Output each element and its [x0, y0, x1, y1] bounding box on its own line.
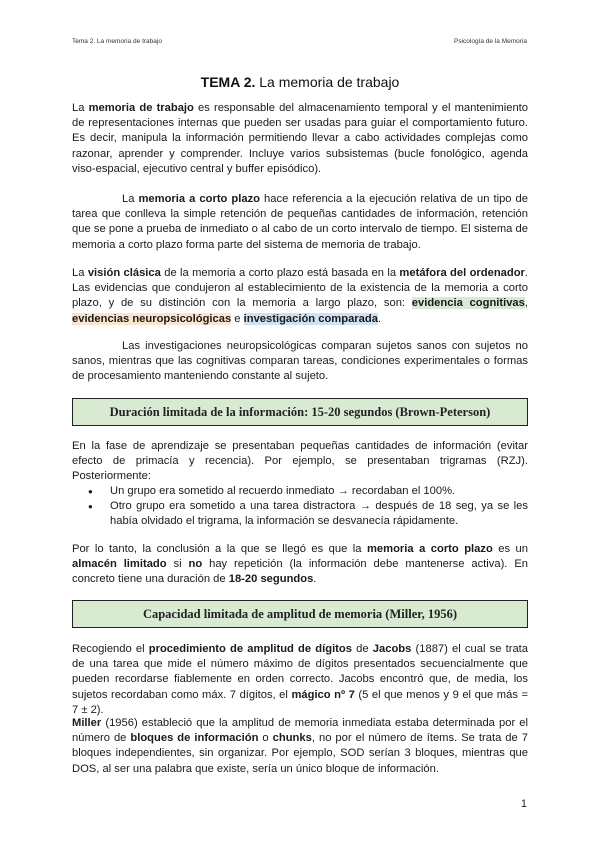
paragraph-short-term-memory: La memoria a corto plazo hace referencia a la ejecución relativa de un tipo de tarea que conlleva la simple retención de pequeñas cantidades de información, retención que se pone a prueba de inmediato o al cabo de un corto intervalo de tiempo. El sistema de memoria a corto plazo forma parte del sistema de memoria de trabajo. — [72, 193, 528, 251]
paragraph-classic-view: La visión clásica de la memoria a corto plazo está basada en la metáfora del ordenador. Las evidencias que condujeron al establecimiento de la existencia de la memoria a corto plazo, y de su distinción con la memoria a largo plazo, son: evidencia cognitivas, evidencias neuropsicológicas e investigación comparada. — [72, 267, 529, 325]
paragraph-jacobs: Recogiendo el procedimiento de amplitud de dígitos de Jacobs (1887) el cual se trata de una tarea que mide el número máximo de dígitos presentados secuencialmente que pueden recordarse fiablemente en orden correcto. Jacobs encontró que, de media, los sujetos recordaban como máx. 7 dígitos, el mágico nº 7 (5 el que menos y 9 el que más = 7 ± 2). — [72, 643, 529, 716]
page-number: 1 — [520, 798, 527, 810]
title-number: TEMA 2. — [200, 74, 256, 90]
paragraph-learning-phase: En la fase de aprendizaje se presentaban pequeñas cantidades de información (evitar efecto de primacía y recencia). Por ejemplo, se presentaban trigramas (RZJ). Posteriormente: — [72, 440, 528, 483]
highlight-comparative: investigación comparada — [243, 312, 378, 325]
paragraph-conclusion: Por lo tanto, la conclusión a la que se llegó es que la memoria a corto plazo es un almacén limitado si no hay repetición (la información debe mantenerse activa). En concreto tiene una duración de 18-20 segundos. — [72, 543, 529, 586]
highlight-cognitive: evidencia cognitivas — [411, 297, 525, 310]
header-right: Psicología de la Memoria — [454, 38, 527, 45]
list-item: ● Otro grupo era sometido a una tarea distractora → después de 18 seg, ya se les había olvidado el trigrama, la información se desvanecía rápidamente. — [72, 499, 528, 529]
page-title — [0, 74, 600, 90]
header-left: Tema 2. La memoria de trabajo — [72, 38, 162, 45]
bullet-list — [72, 484, 528, 530]
highlight-neuropsych: evidencias neuropsicológicas — [72, 312, 232, 325]
paragraph-miller: Miller (1956) estableció que la amplitud de memoria inmediata estaba determinada por el número de bloques de información o chunks, no por el número de ítems. Se trata de 7 bloques independientes, sin organizar. Por ejemplo, SOD serían 3 bloques, mientras que DOS, al ser una palabra que existe, sería un único bloque de información. — [72, 717, 528, 775]
paragraph-working-memory: La memoria de trabajo es responsable del almacenamiento temporal y el mantenimiento de representaciones internas que pueden ser usadas para guiar el comportamiento futuro. Es decir, manipula la información permitiendo llevar a cabo actividades complejas como razonar, aprender y comprender. Incluye varios subsistemas (bucle fonológico, agenda viso-espacial, ejecutivo central y buffer episódico). — [72, 102, 528, 175]
title-text: La memoria de trabajo — [255, 74, 400, 90]
list-item: ● Un grupo era sometido al recuerdo inmediato → recordaban el 100%. — [72, 484, 528, 499]
section-heading-duration: Duración limitada de la información: 15-20 segundos (Brown-Peterson) — [72, 398, 528, 426]
paragraph-investigations: Las investigaciones neuropsicológicas comparan sujetos sanos con sujetos no sanos, mientras que las cognitivas comparan tareas, condiciones experimentales o formas de procesamiento manteniendo constante al sujeto. — [72, 340, 528, 383]
section-heading-capacity: Capacidad limitada de amplitud de memoria (Miller, 1956) — [72, 600, 528, 628]
